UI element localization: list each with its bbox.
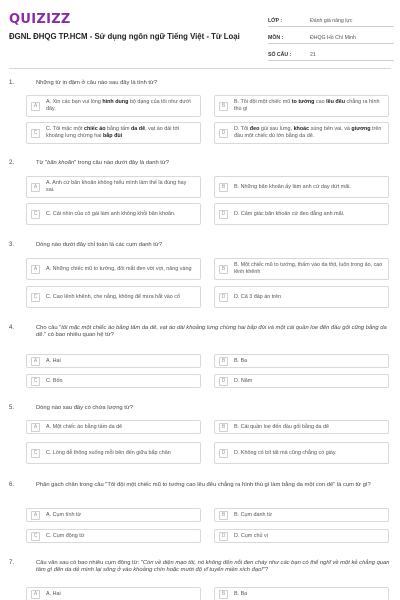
- option-letter-box: B: [219, 590, 228, 599]
- answer-option-c[interactable]: [26, 286, 201, 308]
- meta-row-subject: [268, 29, 394, 44]
- option-text: A. Hai: [46, 357, 61, 364]
- question-text: Từ "băn khoăn" trong câu nào dưới đây là danh từ?: [36, 160, 170, 166]
- worksheet-title: ĐGNL ĐHQG TP.HCM - Sử dụng ngôn ngữ Tiếng Việt - Từ Loại: [9, 32, 240, 41]
- answer-option-b[interactable]: [214, 420, 389, 434]
- answer-option-a[interactable]: [26, 258, 201, 280]
- option-text: A. Những chiếc mũ to tướng, đôi mắt đen vời vợi, nâng vàng: [46, 265, 192, 272]
- option-letter-box: B: [219, 102, 228, 111]
- option-letter-box: C: [31, 377, 40, 386]
- option-text: A. Anh cứ băn khoăn không hiểu mình làm thế là đúng hay sai.: [46, 180, 187, 193]
- answer-option-a[interactable]: [26, 354, 201, 368]
- option-text: B. Những băn khoăn ấy làm anh cứ day dứt mãi.: [234, 183, 351, 190]
- option-text: D. Cảm giác băn khoăn cứ đeo đẳng anh mãi.: [234, 210, 345, 217]
- option-text: D. Không có bít tất mà cũng chẳng có giày.: [234, 449, 337, 456]
- option-letter-box: D: [219, 129, 228, 138]
- option-text: B. Một chiếc mũ to tướng, thấm vào da thịt, luôn trong ảo, cao lênh khênh: [234, 262, 383, 275]
- option-text: A. Hai: [46, 590, 61, 597]
- option-text: C. Cụm động từ: [46, 532, 85, 539]
- option-letter-box: B: [219, 183, 228, 192]
- question-text: Dòng nào dưới đây chỉ toàn là các cụm danh từ?: [36, 242, 162, 248]
- meta-label: MÔN :: [268, 35, 284, 41]
- option-text: B. Cụm danh từ: [234, 511, 273, 518]
- option-letter-box: A: [31, 183, 40, 192]
- answer-option-c[interactable]: [26, 203, 201, 225]
- option-text: C. Tôi mặc một chiếc áo bằng tấm da dê, vạt áo dài tới khoảng lưng chừng hai bắp đùi: [46, 126, 180, 139]
- option-letter-box: A: [31, 590, 40, 599]
- answer-option-a[interactable]: [26, 420, 201, 434]
- meta-row-class: [268, 12, 394, 27]
- option-text: C. Cao lênh khênh, che nắng, không để mưa hắt vào cổ: [46, 293, 180, 300]
- option-text: C. Lòng dễ thông xuống mỗi bên đến giữa bắp chân: [46, 449, 171, 456]
- worksheet-header: [0, 0, 400, 62]
- answer-option-a[interactable]: [26, 95, 201, 117]
- question-number: 4.: [9, 325, 15, 331]
- answer-option-c[interactable]: [26, 122, 201, 144]
- meta-value: Đánh giá năng lực: [310, 18, 353, 24]
- option-text: D. Cả 3 đáp án trên: [234, 293, 282, 300]
- option-letter-box: C: [31, 449, 40, 458]
- option-text: A. Một chiếc áo bằng tấm da dê: [46, 423, 123, 430]
- meta-label: LỚP :: [268, 18, 283, 24]
- option-text: B. Ba: [234, 357, 248, 364]
- option-text: C. Bốn: [46, 377, 63, 384]
- option-text: D. Tôi đeo gùi sau lưng, khoác súng bên vai, và giương trên đầu một chiếc dù lớn bằng da dê.: [234, 126, 382, 139]
- option-text: A. Cụm tính từ: [46, 511, 82, 518]
- question-number: 1.: [9, 80, 15, 86]
- answer-option-b[interactable]: [214, 176, 389, 198]
- question-text: Câu văn sau có bao nhiêu cụm động từ: "Còn về diện mạo tôi, nó không đến nỗi đen cháy như các bạn có thể nghĩ về một kẻ chẳng quan tâm gì đến da dẻ mình lại sống ở vào khoảng chín hoặc mười độ vĩ tuyến miền xích đạo!"?: [36, 560, 390, 574]
- quizizz-logo: QUIZIZZ: [9, 12, 71, 27]
- option-letter-box: C: [31, 293, 40, 302]
- question-text: Những từ in đậm ở câu nào sau đây là tính từ?: [36, 80, 158, 86]
- option-letter-box: D: [219, 210, 228, 219]
- question-number: 7.: [9, 560, 15, 566]
- question-text: Dòng nào sau đây có chứa lượng từ?: [36, 405, 133, 411]
- answer-option-d[interactable]: [214, 203, 389, 225]
- answer-option-d[interactable]: [214, 529, 389, 543]
- answer-option-b[interactable]: [214, 508, 389, 522]
- answer-option-c[interactable]: [26, 529, 201, 543]
- question-number: 3.: [9, 242, 15, 248]
- meta-row-count: [268, 46, 394, 61]
- meta-value: ĐHQG Hồ Chí Minh: [310, 35, 356, 41]
- answer-option-d[interactable]: [214, 374, 389, 388]
- question-number: 6.: [9, 482, 15, 488]
- option-text: C. Cái nhìn của cô gái làm anh không khỏi băn khoăn.: [46, 210, 176, 217]
- question-number: 5.: [9, 405, 15, 411]
- option-letter-box: D: [219, 449, 228, 458]
- option-letter-box: B: [219, 357, 228, 366]
- option-letter-box: B: [219, 265, 228, 274]
- option-letter-box: C: [31, 532, 40, 541]
- answer-option-b[interactable]: [214, 354, 389, 368]
- answer-option-a[interactable]: [26, 508, 201, 522]
- option-text: A. Xin các bạn vui lòng hình dung bộ dạng của tôi như dưới đây.: [46, 99, 191, 112]
- answer-option-d[interactable]: [214, 442, 389, 464]
- worksheet-meta: [268, 12, 394, 61]
- option-letter-box: A: [31, 511, 40, 520]
- answer-option-d[interactable]: [214, 286, 389, 308]
- option-text: D. Năm: [234, 377, 253, 384]
- option-text: B. Cái quần loe đến đầu gối bằng da dê: [234, 423, 330, 430]
- answer-option-b[interactable]: [214, 95, 389, 117]
- answer-option-a[interactable]: [26, 176, 201, 198]
- header-divider: [9, 68, 391, 69]
- option-letter-box: D: [219, 377, 228, 386]
- option-letter-box: A: [31, 102, 40, 111]
- meta-label: SỐ CÂU :: [268, 52, 292, 58]
- option-letter-box: A: [31, 423, 40, 432]
- option-text: D. Cụm chủ vị: [234, 532, 268, 539]
- option-letter-box: B: [219, 423, 228, 432]
- question-text: Phân gạch chân trong câu "Tôi đội một chiếc mũ to tướng cao lêu đêu chẳng ra hình thù gì làm bằng da một con dê" là cụm từ gì?: [36, 482, 371, 488]
- answer-option-d[interactable]: [214, 122, 389, 144]
- option-letter-box: A: [31, 357, 40, 366]
- option-text: B. Tôi đội một chiếc mũ to tướng cao lêu đêu chẳng ra hình thù gì: [234, 99, 380, 112]
- answer-option-c[interactable]: [26, 442, 201, 464]
- option-letter-box: A: [31, 265, 40, 274]
- option-text: B. Ba: [234, 590, 248, 597]
- option-letter-box: D: [219, 532, 228, 541]
- question-number: 2.: [9, 160, 15, 166]
- answer-option-b[interactable]: [214, 258, 389, 280]
- meta-value: 21: [310, 52, 316, 58]
- answer-option-b[interactable]: [214, 587, 389, 600]
- answer-option-a[interactable]: [26, 587, 201, 600]
- option-letter-box: C: [31, 129, 40, 138]
- option-letter-box: D: [219, 293, 228, 302]
- option-letter-box: C: [31, 210, 40, 219]
- question-text: Cho câu "tôi mặc một chiếc áo bằng tấm da dê, vạt áo dài khoảng lưng chừng hai bắp đùi và một cái quần loe đến đầu gối cũng bằng da dê." có bao nhiêu quan hệ từ?: [36, 325, 387, 339]
- answer-option-c[interactable]: [26, 374, 201, 388]
- option-letter-box: B: [219, 511, 228, 520]
